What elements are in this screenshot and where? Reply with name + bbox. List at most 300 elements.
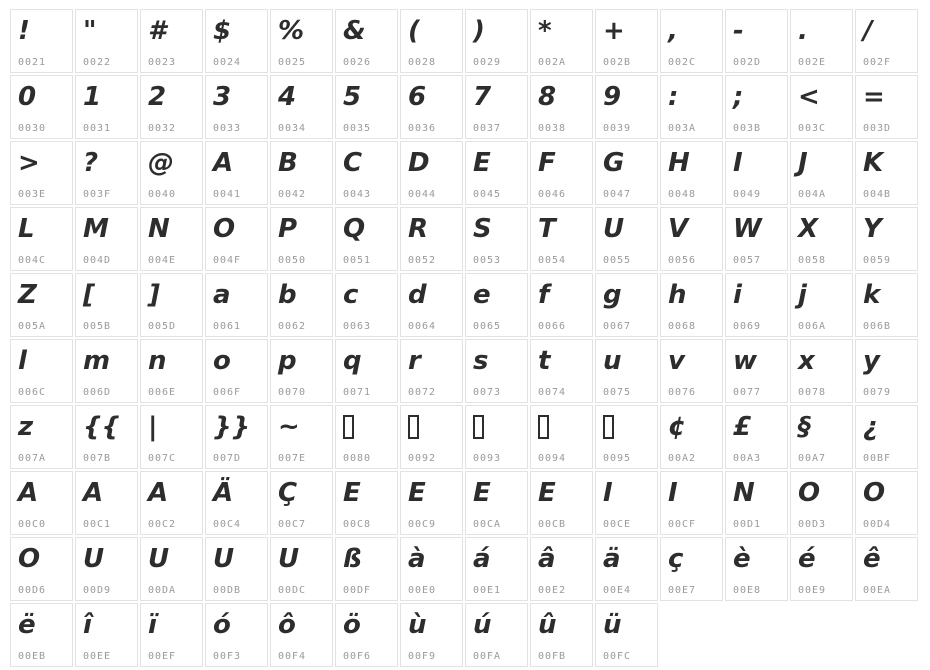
glyph-codepoint: 003C — [798, 123, 827, 134]
glyph-cell — [725, 9, 788, 73]
glyph-cell — [140, 75, 203, 139]
glyph-cell — [205, 75, 268, 139]
glyph-cell — [10, 603, 73, 667]
glyph-character: }} — [213, 412, 251, 442]
glyph-codepoint: 004F — [213, 255, 242, 266]
missing-glyph-box-icon — [538, 415, 549, 439]
glyph-cell — [660, 273, 723, 337]
glyph-character: A — [18, 478, 39, 508]
glyph-cell — [465, 405, 528, 469]
glyph-codepoint: 0092 — [408, 453, 437, 464]
glyph-codepoint: 0072 — [408, 387, 437, 398]
glyph-character: Ç — [278, 478, 298, 508]
glyph-cell — [725, 471, 788, 535]
glyph-codepoint: 0024 — [213, 57, 242, 68]
glyph-character: 1 — [83, 82, 102, 112]
glyph-character: * — [538, 16, 552, 46]
notdef-glyph — [408, 409, 460, 445]
glyph-cell — [400, 471, 463, 535]
glyph-character: ? — [83, 148, 99, 178]
glyph-cell — [75, 75, 138, 139]
glyph-codepoint: 00DA — [148, 585, 177, 596]
glyph-codepoint: 0042 — [278, 189, 307, 200]
glyph-codepoint: 003E — [18, 189, 47, 200]
glyph-cell — [10, 405, 73, 469]
glyph-codepoint: 00E4 — [603, 585, 632, 596]
glyph-character: " — [83, 16, 97, 46]
glyph-cell — [855, 471, 918, 535]
glyph-codepoint: 00E8 — [733, 585, 762, 596]
glyph-codepoint: 0058 — [798, 255, 827, 266]
glyph-cell — [530, 273, 593, 337]
glyph-character: E — [538, 478, 556, 508]
glyph-character: p — [278, 346, 297, 376]
glyph-cell — [400, 603, 463, 667]
glyph-codepoint: 0039 — [603, 123, 632, 134]
glyph-character: C — [343, 148, 363, 178]
glyph-character: i — [733, 280, 742, 310]
glyph-codepoint: 00F3 — [213, 651, 242, 662]
glyph-cell — [790, 273, 853, 337]
glyph-codepoint: 0030 — [18, 123, 47, 134]
glyph-codepoint: 0073 — [473, 387, 502, 398]
glyph-cell — [595, 405, 658, 469]
glyph-cell — [335, 339, 398, 403]
glyph-cell — [855, 405, 918, 469]
glyph-cell — [140, 471, 203, 535]
glyph-codepoint: 00A7 — [798, 453, 827, 464]
glyph-codepoint: 0049 — [733, 189, 762, 200]
glyph-cell — [205, 207, 268, 271]
glyph-character: w — [733, 346, 758, 376]
glyph-codepoint: 003A — [668, 123, 697, 134]
glyph-character: à — [408, 544, 426, 574]
glyph-codepoint: 00F6 — [343, 651, 372, 662]
glyph-codepoint: 003B — [733, 123, 762, 134]
glyph-codepoint: 0094 — [538, 453, 567, 464]
glyph-cell — [790, 75, 853, 139]
glyph-codepoint: 00C0 — [18, 519, 47, 530]
glyph-cell — [530, 75, 593, 139]
glyph-character: ä — [603, 544, 621, 574]
glyph-cell — [205, 339, 268, 403]
glyph-character: d — [408, 280, 427, 310]
glyph-codepoint: 0028 — [408, 57, 437, 68]
missing-glyph-box-icon — [473, 415, 484, 439]
glyph-codepoint: 00E2 — [538, 585, 567, 596]
glyph-codepoint: 0063 — [343, 321, 372, 332]
glyph-cell — [140, 405, 203, 469]
glyph-cell — [660, 471, 723, 535]
notdef-glyph — [603, 409, 655, 445]
glyph-cell — [270, 75, 333, 139]
glyph-character: e — [473, 280, 491, 310]
glyph-character: ï — [148, 610, 157, 640]
glyph-codepoint: 0026 — [343, 57, 372, 68]
glyph-cell — [335, 603, 398, 667]
glyph-character: 9 — [603, 82, 622, 112]
glyph-cell — [660, 405, 723, 469]
glyph-cell — [205, 273, 268, 337]
missing-glyph-box-icon — [603, 415, 614, 439]
glyph-cell — [530, 603, 593, 667]
glyph-codepoint: 0062 — [278, 321, 307, 332]
glyph-codepoint: 0078 — [798, 387, 827, 398]
glyph-cell — [465, 207, 528, 271]
glyph-character: A — [213, 148, 234, 178]
glyph-codepoint: 0093 — [473, 453, 502, 464]
notdef-glyph — [343, 409, 395, 445]
glyph-codepoint: 00CF — [668, 519, 697, 530]
glyph-codepoint: 0070 — [278, 387, 307, 398]
glyph-character: / — [863, 16, 873, 46]
glyph-codepoint: 005D — [148, 321, 177, 332]
glyph-codepoint: 0035 — [343, 123, 372, 134]
glyph-character: ü — [603, 610, 622, 640]
glyph-character: % — [278, 16, 305, 46]
glyph-cell — [400, 339, 463, 403]
glyph-codepoint: 007B — [83, 453, 112, 464]
glyph-codepoint: 004C — [18, 255, 47, 266]
glyph-codepoint: 0029 — [473, 57, 502, 68]
glyph-codepoint: 00D1 — [733, 519, 762, 530]
glyph-codepoint: 0066 — [538, 321, 567, 332]
glyph-cell — [725, 141, 788, 205]
glyph-codepoint: 006F — [213, 387, 242, 398]
glyph-cell — [855, 9, 918, 73]
glyph-character: § — [798, 412, 811, 442]
glyph-character: U — [603, 214, 625, 244]
glyph-codepoint: 002A — [538, 57, 567, 68]
glyph-codepoint: 00C4 — [213, 519, 242, 530]
glyph-cell — [10, 273, 73, 337]
glyph-cell — [465, 141, 528, 205]
glyph-character: [ — [83, 280, 95, 310]
glyph-cell — [205, 9, 268, 73]
glyph-codepoint: 0034 — [278, 123, 307, 134]
glyph-character: î — [83, 610, 92, 640]
glyph-cell — [790, 141, 853, 205]
glyph-character: z — [18, 412, 34, 442]
glyph-cell — [140, 537, 203, 601]
glyph-cell — [465, 273, 528, 337]
glyph-codepoint: 002F — [863, 57, 892, 68]
glyph-codepoint: 006D — [83, 387, 112, 398]
glyph-character: I — [668, 478, 678, 508]
glyph-character: G — [603, 148, 625, 178]
glyph-character: > — [18, 148, 40, 178]
glyph-codepoint: 0059 — [863, 255, 892, 266]
glyph-character: Y — [863, 214, 882, 244]
glyph-cell — [660, 207, 723, 271]
glyph-codepoint: 00CB — [538, 519, 567, 530]
glyph-cell — [205, 405, 268, 469]
glyph-character: & — [343, 16, 366, 46]
glyph-codepoint: 00DF — [343, 585, 372, 596]
glyph-codepoint: 00DC — [278, 585, 307, 596]
glyph-character: | — [148, 412, 158, 442]
glyph-codepoint: 00F4 — [278, 651, 307, 662]
glyph-cell — [75, 603, 138, 667]
glyph-cell — [660, 537, 723, 601]
glyph-cell — [335, 141, 398, 205]
glyph-character: ; — [733, 82, 744, 112]
glyph-codepoint: 0076 — [668, 387, 697, 398]
glyph-codepoint: 0021 — [18, 57, 47, 68]
glyph-cell — [530, 537, 593, 601]
glyph-codepoint: 00D9 — [83, 585, 112, 596]
glyph-cell — [140, 339, 203, 403]
glyph-character: û — [538, 610, 557, 640]
glyph-codepoint: 0050 — [278, 255, 307, 266]
glyph-codepoint: 00E7 — [668, 585, 697, 596]
glyph-cell — [140, 207, 203, 271]
glyph-codepoint: 0057 — [733, 255, 762, 266]
glyph-codepoint: 00F9 — [408, 651, 437, 662]
glyph-character: A — [148, 478, 169, 508]
glyph-cell — [335, 537, 398, 601]
glyph-codepoint: 0067 — [603, 321, 632, 332]
glyph-codepoint: 00FB — [538, 651, 567, 662]
glyph-codepoint: 0041 — [213, 189, 242, 200]
glyph-character: K — [863, 148, 884, 178]
glyph-character: E — [408, 478, 426, 508]
glyph-codepoint: 00CA — [473, 519, 502, 530]
glyph-cell — [400, 75, 463, 139]
glyph-character: q — [343, 346, 362, 376]
glyph-character: y — [863, 346, 880, 376]
glyph-codepoint: 006E — [148, 387, 177, 398]
glyph-cell — [530, 405, 593, 469]
glyph-cell — [465, 339, 528, 403]
glyph-character: # — [148, 16, 167, 46]
glyph-codepoint: 00E1 — [473, 585, 502, 596]
glyph-character: u — [603, 346, 622, 376]
glyph-cell — [140, 9, 203, 73]
glyph-cell — [270, 405, 333, 469]
glyph-codepoint: 0032 — [148, 123, 177, 134]
glyph-codepoint: 0079 — [863, 387, 892, 398]
missing-glyph-box-icon — [408, 415, 419, 439]
glyph-codepoint: 002B — [603, 57, 632, 68]
glyph-codepoint: 002D — [733, 57, 762, 68]
glyph-character: ô — [278, 610, 296, 640]
glyph-codepoint: 0023 — [148, 57, 177, 68]
glyph-character: j — [798, 280, 807, 310]
glyph-character: U — [278, 544, 300, 574]
glyph-character: ú — [473, 610, 492, 640]
glyph-cell — [465, 537, 528, 601]
glyph-codepoint: 0037 — [473, 123, 502, 134]
glyph-cell — [595, 273, 658, 337]
glyph-cell — [270, 273, 333, 337]
glyph-cell — [400, 141, 463, 205]
glyph-character: r — [408, 346, 421, 376]
glyph-cell — [595, 141, 658, 205]
glyph-character: E — [473, 478, 491, 508]
glyph-character: , — [668, 16, 678, 46]
glyph-cell — [10, 141, 73, 205]
glyph-character: I — [603, 478, 613, 508]
glyph-character: : — [668, 82, 679, 112]
glyph-cell — [400, 273, 463, 337]
glyph-character: g — [603, 280, 622, 310]
glyph-codepoint: 00FC — [603, 651, 632, 662]
glyph-character: f — [538, 280, 550, 310]
glyph-character: b — [278, 280, 297, 310]
glyph-codepoint: 0048 — [668, 189, 697, 200]
glyph-codepoint: 0045 — [473, 189, 502, 200]
glyph-character: R — [408, 214, 429, 244]
glyph-codepoint: 00E0 — [408, 585, 437, 596]
glyph-codepoint: 0075 — [603, 387, 632, 398]
glyph-cell — [790, 471, 853, 535]
glyph-character: ß — [343, 544, 362, 574]
glyph-codepoint: 005A — [18, 321, 47, 332]
glyph-codepoint: 007A — [18, 453, 47, 464]
glyph-codepoint: 004A — [798, 189, 827, 200]
glyph-codepoint: 0025 — [278, 57, 307, 68]
glyph-cell — [595, 339, 658, 403]
glyph-character: Z — [18, 280, 37, 310]
glyph-character: 8 — [538, 82, 557, 112]
glyph-cell — [660, 141, 723, 205]
glyph-cell — [10, 9, 73, 73]
character-map-grid — [10, 9, 918, 667]
glyph-cell — [270, 9, 333, 73]
glyph-cell — [530, 471, 593, 535]
glyph-codepoint: 00C9 — [408, 519, 437, 530]
glyph-cell — [335, 405, 398, 469]
glyph-cell — [595, 471, 658, 535]
glyph-character: O — [798, 478, 821, 508]
glyph-character: v — [668, 346, 685, 376]
glyph-character: < — [798, 82, 820, 112]
glyph-cell — [400, 405, 463, 469]
glyph-character: F — [538, 148, 556, 178]
glyph-character: S — [473, 214, 492, 244]
glyph-codepoint: 0068 — [668, 321, 697, 332]
glyph-character: B — [278, 148, 298, 178]
glyph-codepoint: 00EA — [863, 585, 892, 596]
glyph-character: m — [83, 346, 111, 376]
glyph-cell — [335, 75, 398, 139]
glyph-character: M — [83, 214, 109, 244]
glyph-character: P — [278, 214, 298, 244]
glyph-codepoint: 00D6 — [18, 585, 47, 596]
glyph-codepoint: 002E — [798, 57, 827, 68]
glyph-character: é — [798, 544, 816, 574]
glyph-cell — [10, 339, 73, 403]
glyph-character: U — [213, 544, 235, 574]
glyph-cell — [725, 537, 788, 601]
glyph-codepoint: 00A2 — [668, 453, 697, 464]
glyph-character: + — [603, 16, 625, 46]
glyph-codepoint: 00D4 — [863, 519, 892, 530]
glyph-character: J — [798, 148, 808, 178]
glyph-codepoint: 0036 — [408, 123, 437, 134]
glyph-character: $ — [213, 16, 232, 46]
glyph-cell — [270, 603, 333, 667]
glyph-codepoint: 005B — [83, 321, 112, 332]
glyph-character: I — [733, 148, 743, 178]
glyph-cell — [75, 141, 138, 205]
glyph-character: D — [408, 148, 430, 178]
glyph-cell — [725, 405, 788, 469]
glyph-cell — [75, 405, 138, 469]
glyph-codepoint: 00C1 — [83, 519, 112, 530]
glyph-codepoint: 00EF — [148, 651, 177, 662]
glyph-character: U — [83, 544, 105, 574]
glyph-codepoint: 0043 — [343, 189, 372, 200]
glyph-cell — [530, 141, 593, 205]
glyph-cell — [790, 537, 853, 601]
glyph-codepoint: 00EE — [83, 651, 112, 662]
glyph-cell — [595, 207, 658, 271]
glyph-character: 2 — [148, 82, 167, 112]
glyph-cell — [75, 471, 138, 535]
glyph-character: 6 — [408, 82, 427, 112]
glyph-cell — [465, 471, 528, 535]
glyph-codepoint: 0061 — [213, 321, 242, 332]
glyph-codepoint: 0040 — [148, 189, 177, 200]
glyph-cell — [400, 207, 463, 271]
glyph-codepoint: 0044 — [408, 189, 437, 200]
glyph-character: £ — [733, 412, 752, 442]
glyph-codepoint: 0055 — [603, 255, 632, 266]
glyph-character: ¢ — [668, 412, 687, 442]
glyph-character: X — [798, 214, 819, 244]
glyph-codepoint: 006A — [798, 321, 827, 332]
glyph-cell — [10, 537, 73, 601]
glyph-cell — [660, 339, 723, 403]
glyph-cell — [335, 471, 398, 535]
glyph-cell — [790, 207, 853, 271]
glyph-cell — [465, 75, 528, 139]
glyph-cell — [270, 537, 333, 601]
glyph-character: ê — [863, 544, 881, 574]
glyph-cell — [205, 141, 268, 205]
glyph-character: ó — [213, 610, 231, 640]
glyph-codepoint: 0077 — [733, 387, 762, 398]
glyph-cell — [465, 9, 528, 73]
glyph-cell — [595, 537, 658, 601]
glyph-codepoint: 00BF — [863, 453, 892, 464]
glyph-character: ~ — [278, 412, 300, 442]
glyph-cell — [75, 273, 138, 337]
glyph-character: H — [668, 148, 690, 178]
glyph-codepoint: 00D3 — [798, 519, 827, 530]
glyph-cell — [10, 75, 73, 139]
glyph-cell — [595, 603, 658, 667]
glyph-character: ö — [343, 610, 361, 640]
glyph-codepoint: 004D — [83, 255, 112, 266]
glyph-cell — [855, 273, 918, 337]
glyph-character: k — [863, 280, 881, 310]
glyph-codepoint: 003F — [83, 189, 112, 200]
notdef-glyph — [473, 409, 525, 445]
glyph-cell — [270, 339, 333, 403]
glyph-cell — [335, 273, 398, 337]
missing-glyph-box-icon — [343, 415, 354, 439]
glyph-character: L — [18, 214, 35, 244]
glyph-cell — [725, 273, 788, 337]
glyph-character: U — [148, 544, 170, 574]
glyph-character: 5 — [343, 82, 362, 112]
glyph-character: ) — [473, 16, 485, 46]
glyph-codepoint: 00EB — [18, 651, 47, 662]
glyph-cell — [595, 9, 658, 73]
